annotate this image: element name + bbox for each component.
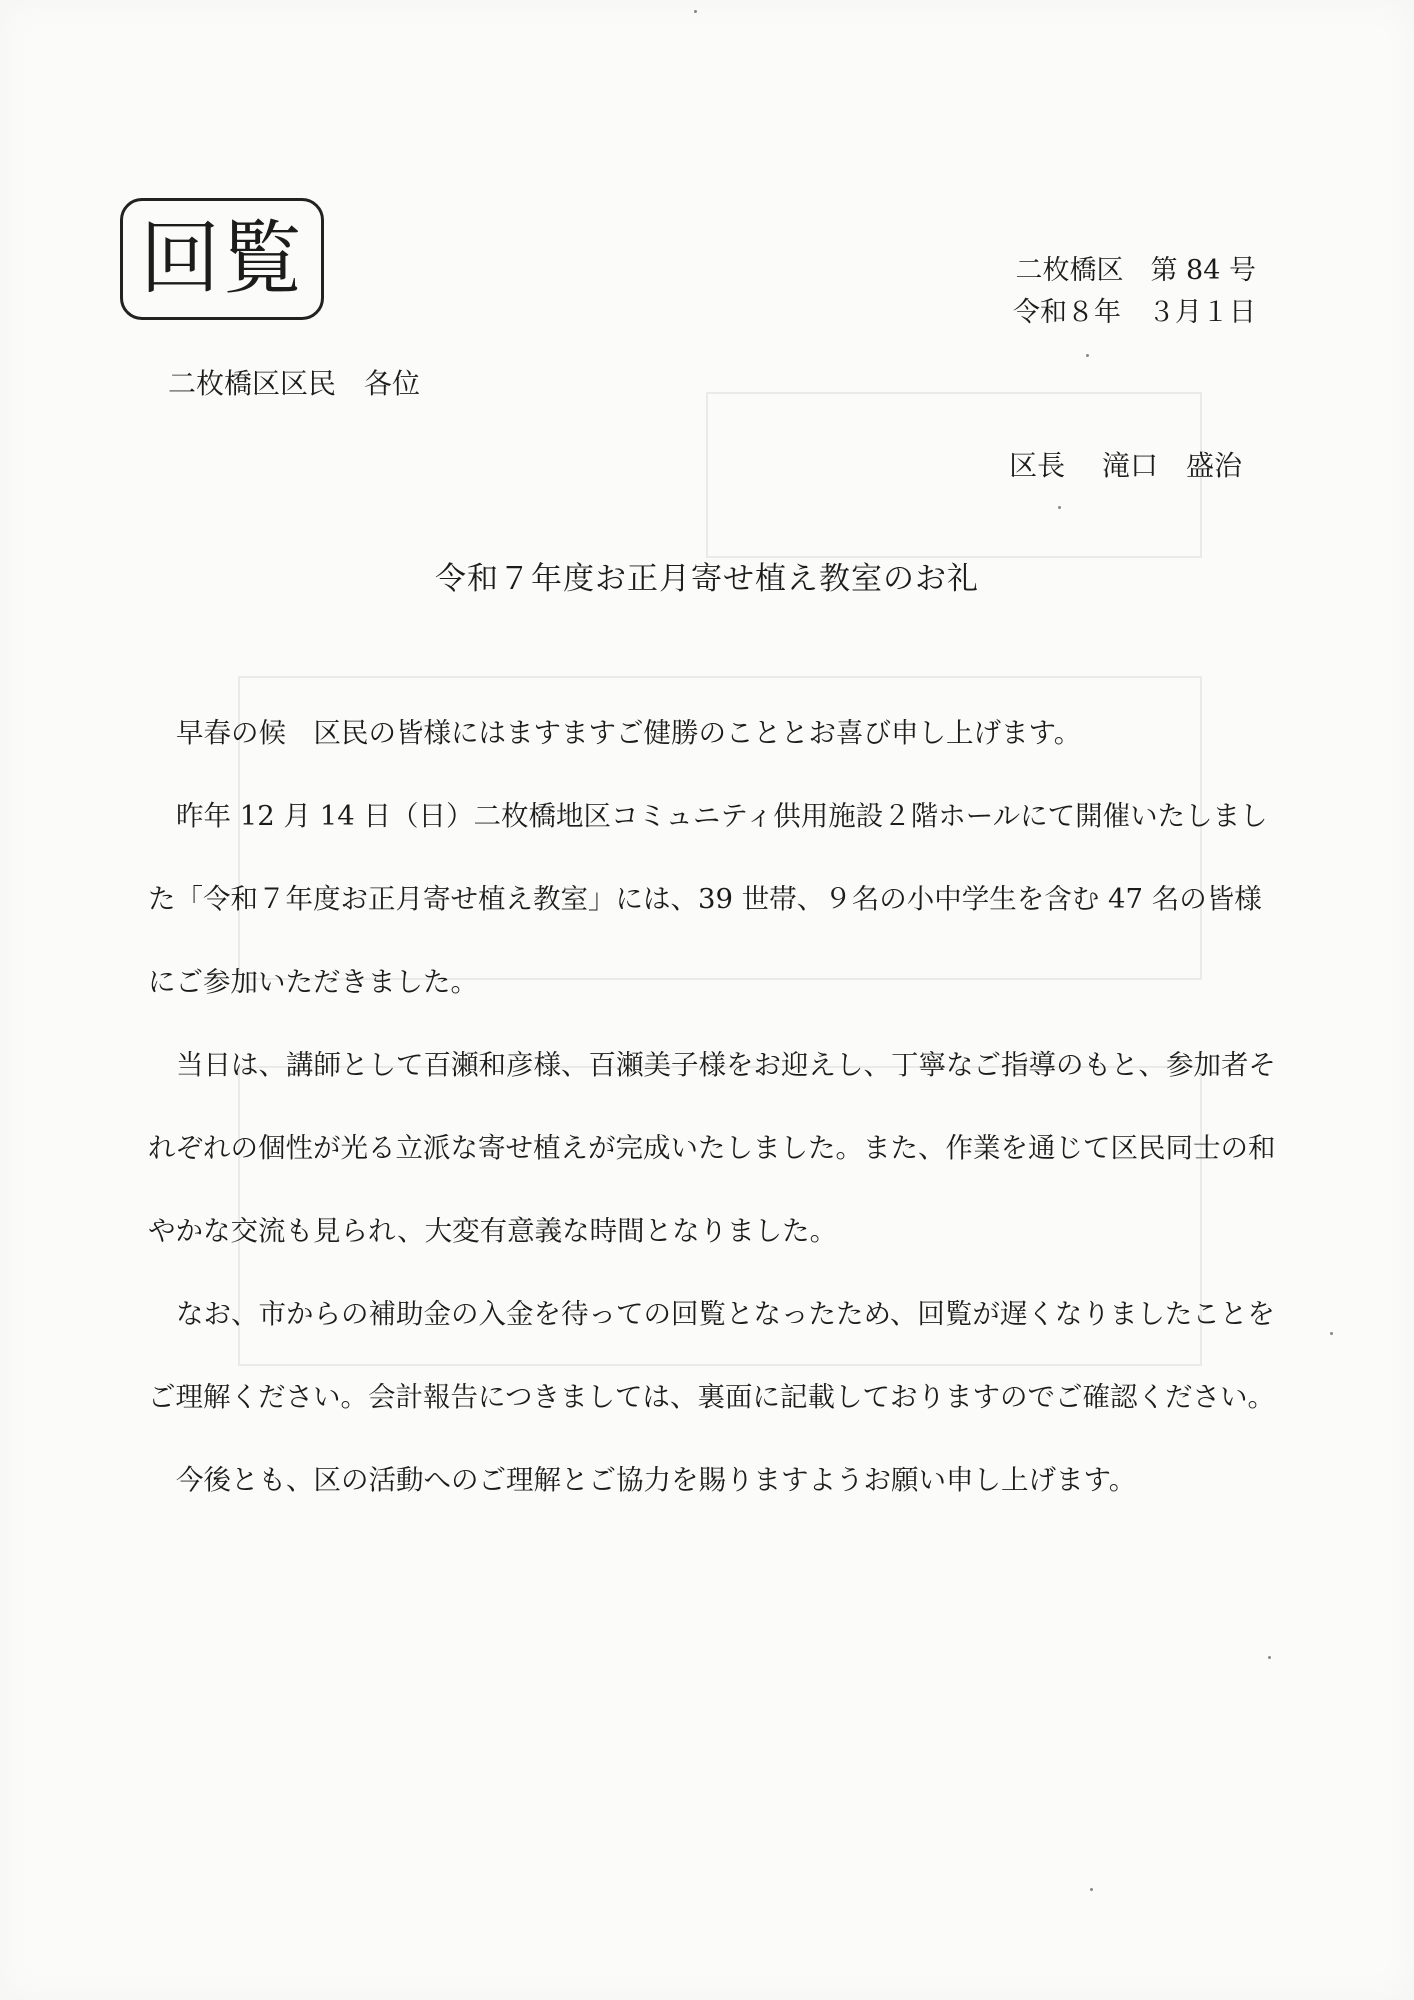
document-title: 令和７年度お正月寄せ植え教室のお礼 [435,561,979,597]
circulation-stamp [120,198,324,320]
document-header [1013,250,1256,334]
scan-speck [1086,354,1089,357]
issue-date: 令和８年 ３月１日 [1013,297,1256,328]
body-paragraph: 昨年 12 月 14 日（日）二枚橋地区コミュニティ供用施設２階ホールにて開催いたしました「令和７年度お正月寄せ植え教室」には、39 世帯、９名の小中学生を含む 47 名の皆様にご参加いただきました。 [148,800,1268,998]
scan-speck [1090,1888,1093,1891]
scan-speck [1268,1656,1271,1659]
body-paragraph: 早春の候 区民の皆様にはますますご健勝のこととお喜び申し上げます。 [176,717,1082,749]
issue-number: 二枚橋区 第 84 号 [1015,255,1256,286]
scan-speck [694,10,697,13]
body-paragraph: 当日は、講師として百瀬和彦様、百瀬美子様をお迎えし、丁寧なご指導のもと、参加者それぞれの個性が光る立派な寄せ植えが完成いたしました。また、作業を通じて区民同士の和やかな交流も見られ、大変有意義な時間となりました。 [148,1049,1276,1247]
scan-speck [1330,1332,1333,1335]
scan-speck [1058,506,1061,509]
sender: 区長 滝口 盛治 [1009,449,1242,482]
body-paragraph: 今後とも、区の活動へのご理解とご協力を賜りますようお願い申し上げます。 [176,1464,1137,1496]
stamp-label: 回覧 [140,212,304,305]
document-body [148,692,1278,1522]
recipient: 二枚橋区区民 各位 [168,367,421,400]
body-paragraph: なお、市からの補助金の入金を待っての回覧となったため、回覧が遅くなりましたことをご理解ください。会計報告につきましては、裏面に記載しておりますのでご確認ください。 [148,1298,1275,1413]
